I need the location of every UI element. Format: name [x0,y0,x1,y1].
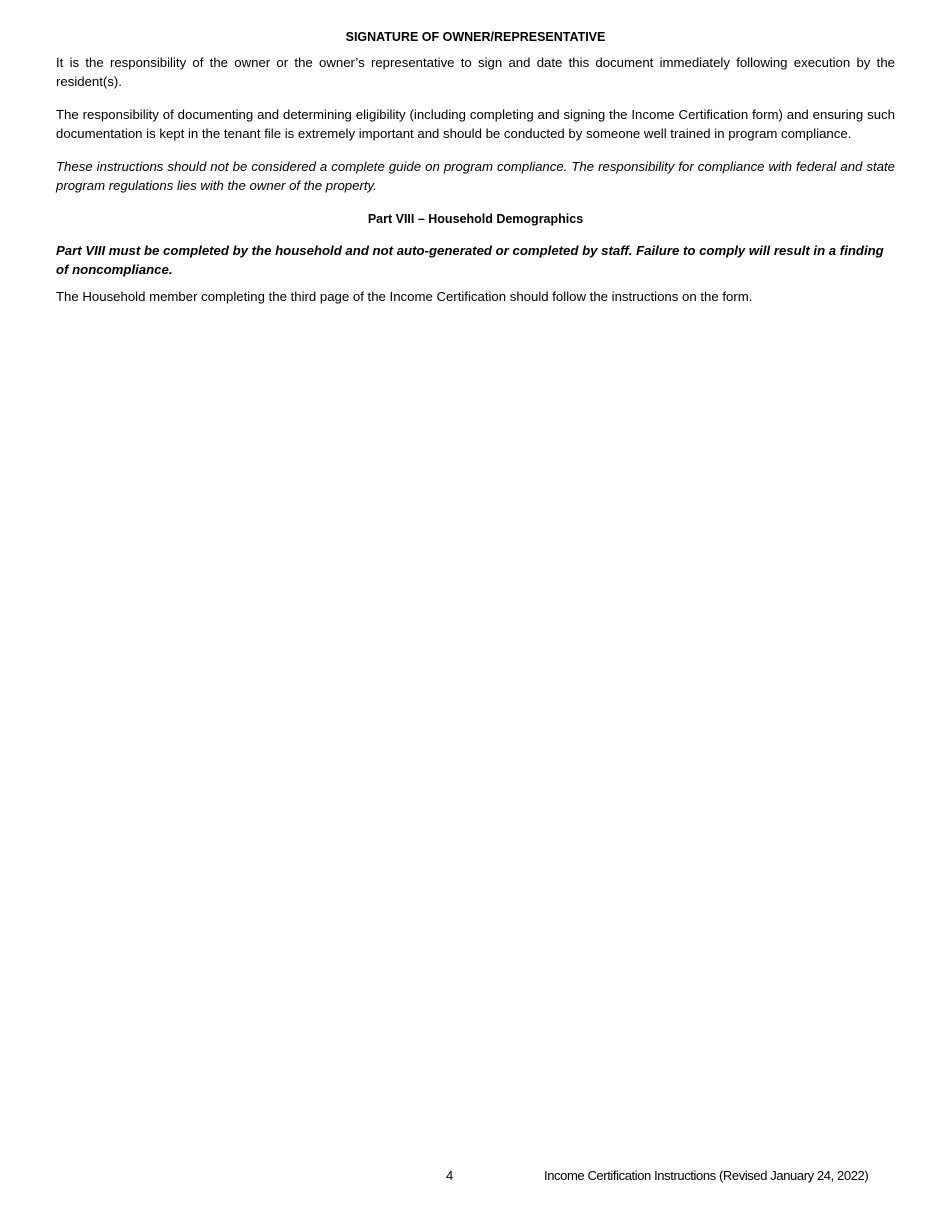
part-instruction: The Household member completing the third page of the Income Certification should follow the instructions on the form. [56,289,753,304]
part-heading: Part VIII – Household Demographics [367,212,584,226]
eligibility-paragraph: The responsibility of documenting and determining eligibility (including completing and signing the Income Certification form) and ensuring such documentation is kept in the tenant file is extremely important and should be conducted by someone well trained in program compliance. [56,107,895,141]
document-page [56,28,895,322]
responsibility-paragraph: It is the responsibility of the owner or the owner’s representative to sign and date this document immediately following execution by the resident(s). [56,55,895,89]
part-notice: Part VIII must be completed by the household and not auto-generated or completed by staff. Failure to comply will result in a finding of noncompliance. [56,243,884,277]
footer-title: Income Certification Instructions (Revised January 24, 2022) [544,1168,869,1183]
disclaimer-paragraph: These instructions should not be considered a complete guide on program compliance. The responsibility for compliance with federal and state program regulations lies with the owner of the property. [56,159,895,193]
section-heading: SIGNATURE OF OWNER/REPRESENTATIVE [345,30,606,44]
footer-page-number: 4 [446,1168,454,1183]
